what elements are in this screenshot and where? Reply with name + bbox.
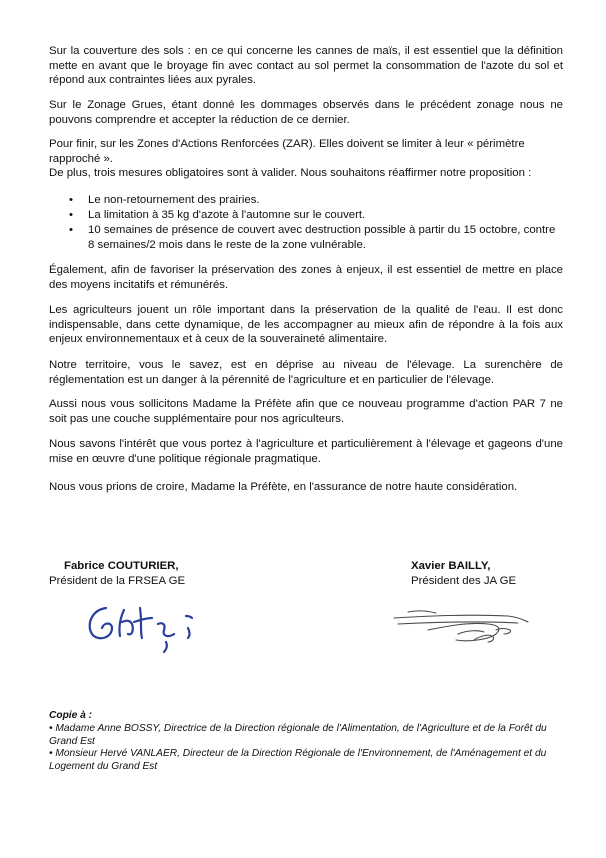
paragraph-soil-cover: Sur la couverture des sols : en ce qui concerne les cannes de maïs, il est essentiel que la définition mette en avant que le broyage fin avec contact au sol permet la consommation de l'azote du sol et répond aux contraintes liées aux pyrales. bbox=[49, 45, 563, 87]
paragraph-farmers-role: Les agriculteurs jouent un rôle important dans la préservation de la qualité de l'eau. Il est donc indispensable, dans cette dynamique, de les accompagner au mieux afin de répondre à la fois aux enjeux environnementaux et à ceux de la souveraineté alimentaire. bbox=[49, 304, 563, 346]
paragraph-zar: Pour finir, sur les Zones d'Actions Renforcées (ZAR). Elles doivent se limiter à leur « périmètre rapproché ». bbox=[49, 138, 525, 165]
copies-recipient: • Monsieur Hervé VANLAER, Directeur de la Direction Régionale de l'Environnement, de l'Aménagement et du Logement du Grand Est bbox=[49, 748, 547, 773]
signature-right-icon bbox=[388, 600, 538, 650]
list-item: • La limitation à 35 kg d'azote à l'automne sur le couvert. bbox=[69, 209, 366, 222]
list-item: • 10 semaines de présence de couvert avec destruction possible à partir du 15 octobre, contre 8 semaines/2 mois dans le reste de la zone vulnérable. bbox=[69, 224, 556, 251]
list-item: • Le non-retournement des prairies. bbox=[69, 194, 260, 206]
bullet-icon: • bbox=[69, 224, 73, 237]
signatory-right bbox=[411, 559, 516, 588]
signatory-left-name: Fabrice COUTURIER, bbox=[64, 560, 179, 572]
measures-list bbox=[49, 193, 563, 253]
signature-left-icon bbox=[82, 598, 222, 658]
paragraph-livestock: Notre territoire, vous le savez, est en déprise au niveau de l'élevage. La surenchère de réglementation est un danger à la pérennité de l'agriculture et en particulier de l'élevage. bbox=[49, 359, 563, 386]
paragraph-crane-zoning: Sur le Zonage Grues, étant donné les dommages observés dans le précédent zonage nous ne pouvons comprendre et accepter la réduction de ce dernier. bbox=[49, 99, 563, 126]
signatory-left bbox=[49, 559, 185, 588]
bullet-icon: • bbox=[69, 194, 73, 206]
signatory-right-name: Xavier BAILLY, bbox=[411, 560, 491, 572]
paragraph-closing: Nous vous prions de croire, Madame la Préfète, en l'assurance de notre haute considération. bbox=[49, 481, 518, 493]
signatory-right-title: Président des JA GE bbox=[411, 574, 517, 587]
copies-recipient: • Madame Anne BOSSY, Directrice de la Direction régionale de l'Alimentation, de l'Agriculture et de la Forêt du Grand Est bbox=[49, 722, 547, 747]
paragraph-mandatory-measures: De plus, trois mesures obligatoires sont à valider. Nous souhaitons réaffirmer notre proposition : bbox=[49, 167, 532, 179]
bullet-icon: • bbox=[69, 209, 73, 222]
signature-left-strokes bbox=[90, 608, 192, 652]
paragraph-incentives: Également, afin de favoriser la préservation des zones à enjeux, il est essentiel de mettre en place des moyens incitatifs et rémunérés. bbox=[49, 264, 563, 291]
paragraph-par7: Aussi nous vous sollicitons Madame la Préfète afin que ce nouveau programme d'action PAR 7 ne soit pas une couche supplémentaire pour nos agriculteurs. bbox=[49, 398, 563, 425]
signature-right-strokes bbox=[394, 611, 528, 642]
paragraph-interest: Nous savons l'intérêt que vous portez à l'agriculture et particulièrement à l'élevage et gageons d'une mise en œuvre d'une politique régionale pragmatique. bbox=[49, 438, 563, 465]
copies-heading: Copie à : bbox=[49, 710, 93, 721]
signatory-left-title: Président de la FRSEA GE bbox=[49, 574, 186, 587]
copies-section bbox=[49, 710, 569, 774]
